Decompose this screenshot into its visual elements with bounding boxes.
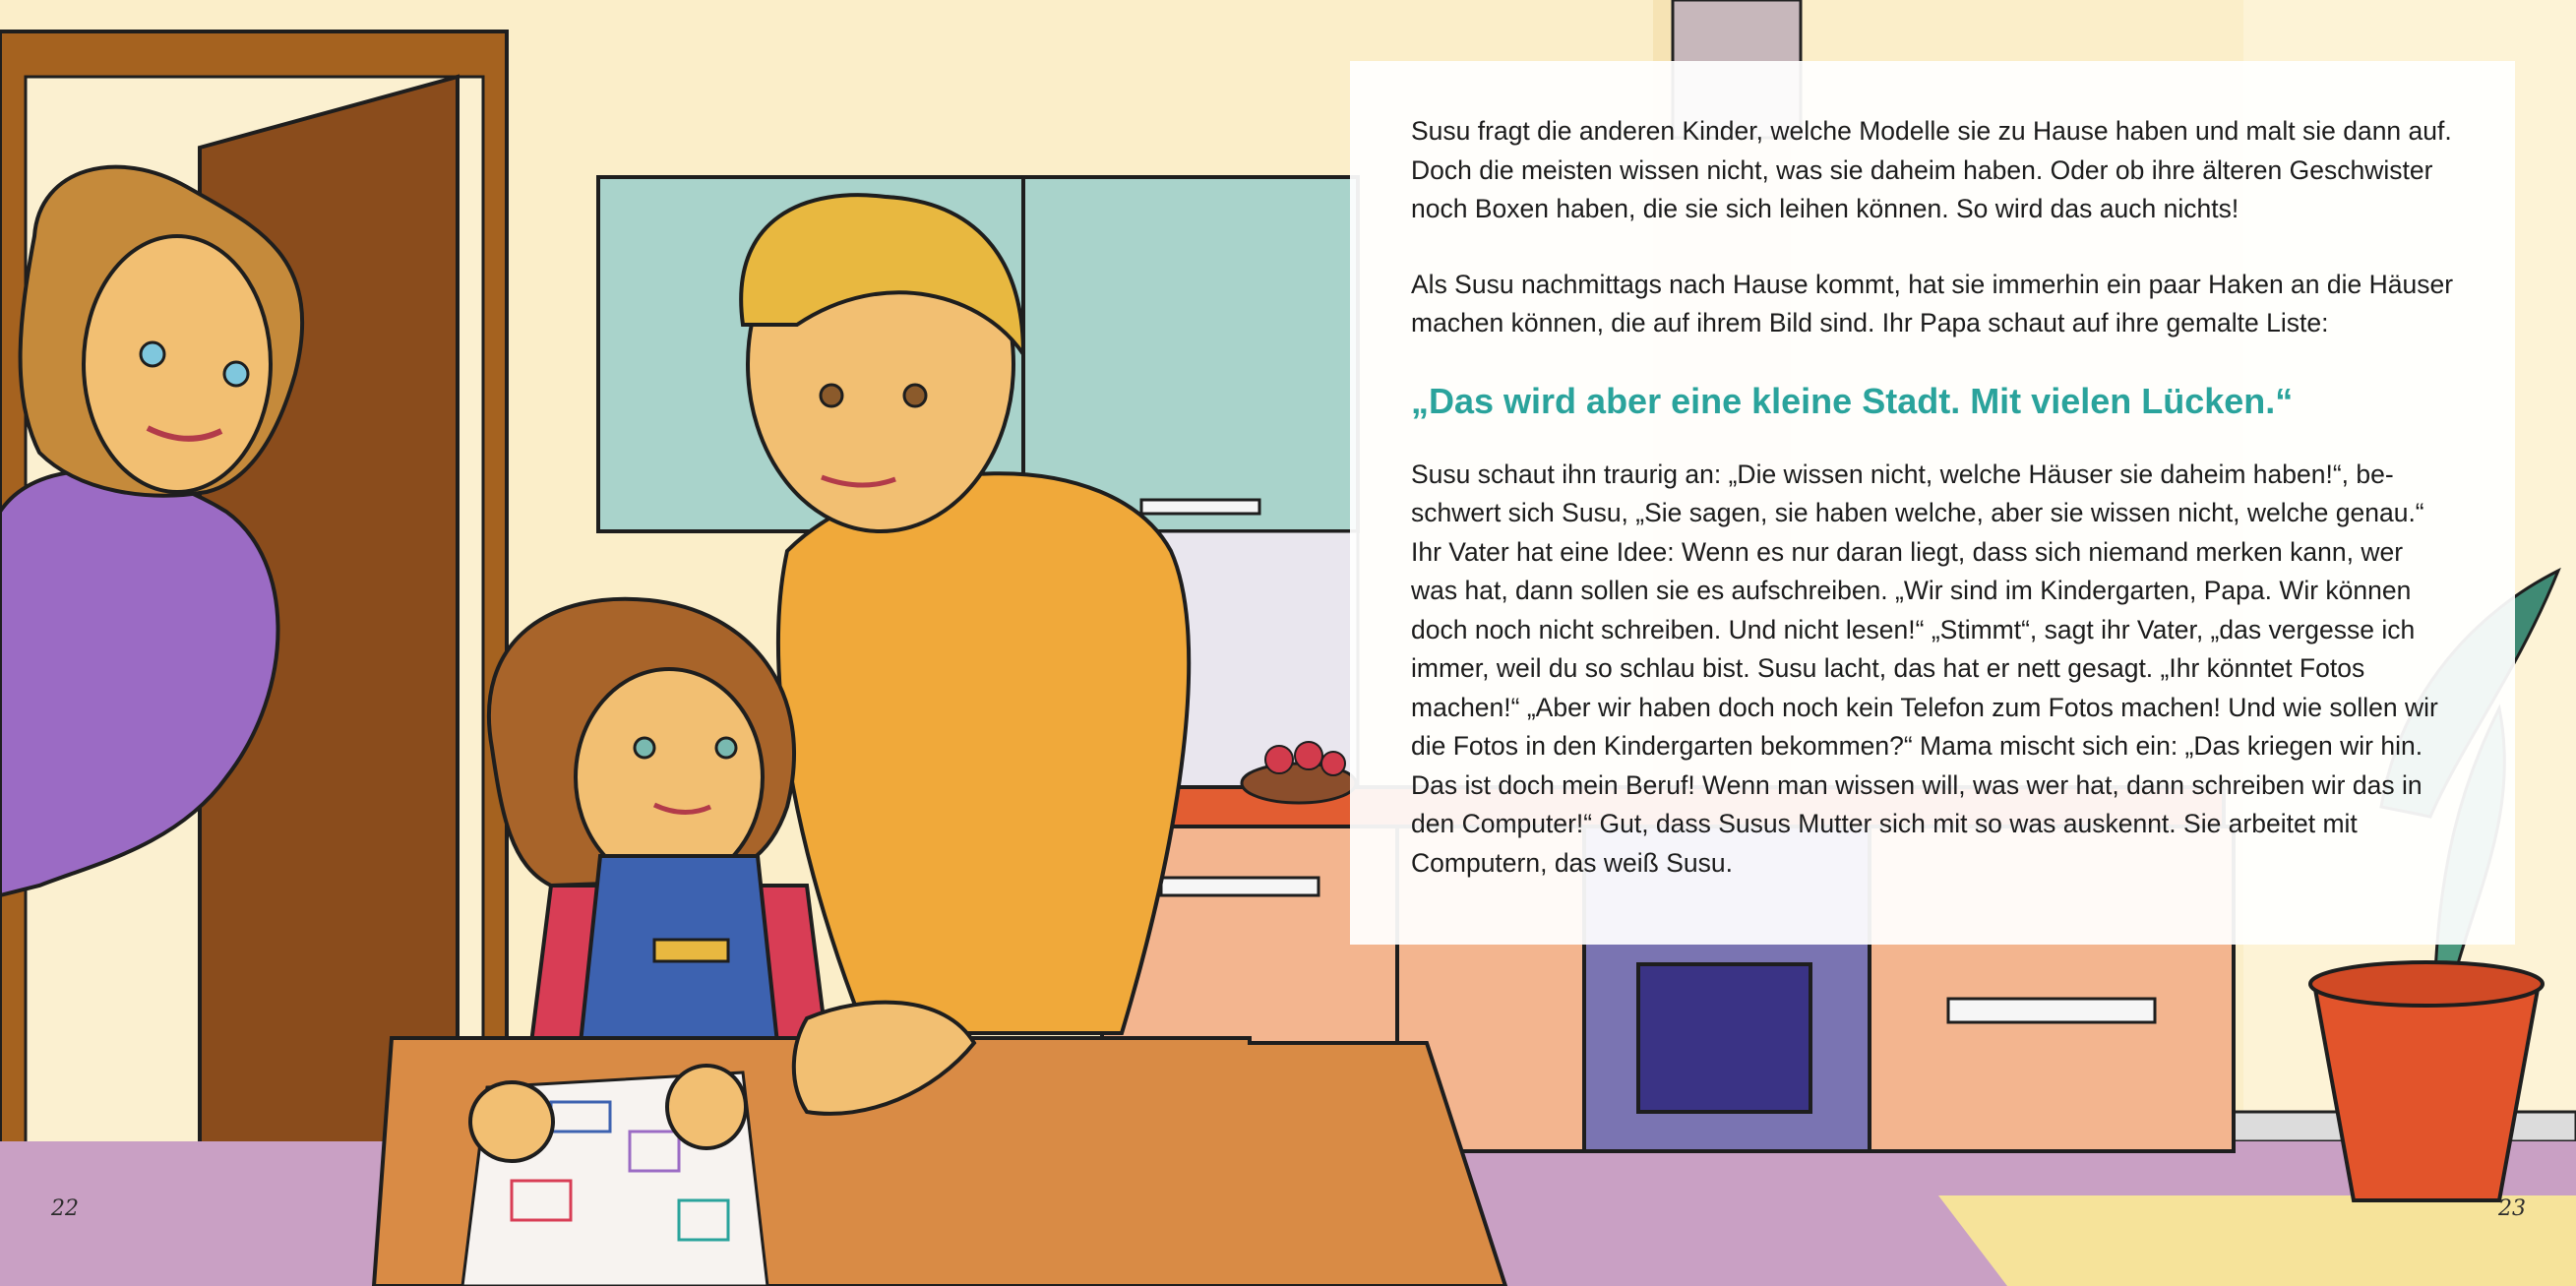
highlighted-quote: „Das wird aber eine kleine Stadt. Mit vielen Lücken.“ [1411, 380, 2294, 421]
story-text-panel [1350, 61, 2515, 945]
page-number-left: 22 [51, 1196, 79, 1221]
story-paragraph-3: Susu schaut ihn traurig an: „Die wissen nicht, welche Häuser sie daheim haben!“, be-schwert sich Susu, „Sie sagen, sie haben welche, aber sie wissen nicht, welche genau.“ Ihr Vater hat eine Idee: Wenn es nur daran liegt, dass sich niemand merken kann, wer was hat, dann sollen sie es aufschreiben. „Wir sind im Kindergarten, Papa. Wir können doch noch nicht schreiben. Und nicht lesen!“ „Stimmt“, sagt ihr Vater, „das vergesse ich immer, weil du so schlau bist. Susu lacht, das hat er nett gesagt. „Ihr könntet Fotos machen!“ „Aber wir haben doch noch kein Telefon zum Fotos machen! Und wie sollen wir die Fotos in den Kindergarten bekommen?“ Mama mischt sich ein: „Das kriegen wir hin. Das ist doch mein Beruf! Wenn man wissen will, was wer hat, dann schreiben wir das in den Computer!“ Gut, dass Susus Mutter sich mit so was auskennt. Sie arbeitet mit Computern, das weiß Susu. [1411, 459, 2438, 878]
story-paragraph-1: Susu fragt die anderen Kinder, welche Modelle sie zu Hause haben und malt sie dann auf. Doch die meisten wissen nicht, was sie daheim haben. Oder ob ihre älteren Geschwister noch Boxen haben, die sie sich leihen können. So wird das auch nichts! [1411, 116, 2452, 223]
page-number-right: 23 [2498, 1196, 2526, 1221]
story-paragraph-2: Als Susu nachmittags nach Hause kommt, hat sie immerhin ein paar Haken an die Häuser machen können, die auf ihrem Bild sind. Ihr Papa schaut auf ihre gemalte Liste: [1411, 269, 2454, 337]
